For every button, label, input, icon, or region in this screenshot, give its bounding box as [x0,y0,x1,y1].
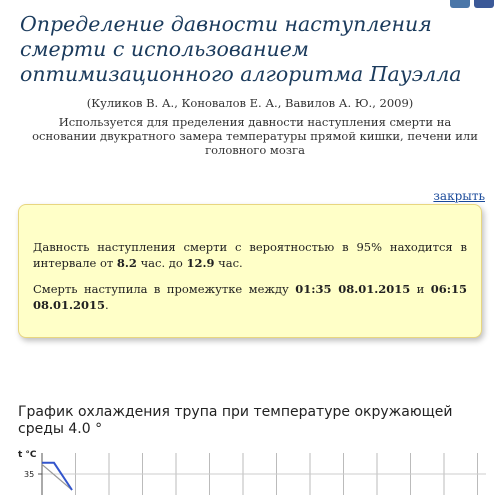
close-link[interactable]: закрыть [433,189,485,203]
result-text: час. [214,256,243,270]
death-time-end: 06:15 08.01.2015 [33,282,467,312]
result-text: Смерть наступила в промежутке между [33,282,296,296]
cooling-chart [18,445,488,495]
authors: (Куликов В. А., Коновалов Е. А., Вавилов А. Ю., 2009) [86,96,414,110]
interval-to: 12.9 [186,256,215,270]
social-links [450,0,494,8]
interval-from: 8.2 [116,256,137,270]
death-time-start: 01:35 08.01.2015 [295,282,411,296]
result-interval [33,239,467,271]
page-title: Определение давности наступления смерти с использованием оптимизационного алгоритма Пауэлла [20,12,462,86]
result-box [18,204,482,338]
description: Используется для пределения давности наступления смерти на основании двукратного замера температуры прямой кишки, печени или головного мозга [32,115,478,157]
result-text: Давность наступления смерти с вероятностью в 95% находится в интервале от [33,240,467,270]
chart-title: График охлаждения трупа при температуре окружающей среды 4.0 ° [18,404,453,437]
result-text: . [105,298,109,312]
vk-icon[interactable] [450,0,470,8]
y-tick-label: 35 [24,470,35,479]
y-axis-label: t °C [18,450,37,460]
result-text: час. до [136,256,187,270]
facebook-icon[interactable] [474,0,494,8]
result-text: и [410,282,431,296]
result-death-time [33,281,467,313]
